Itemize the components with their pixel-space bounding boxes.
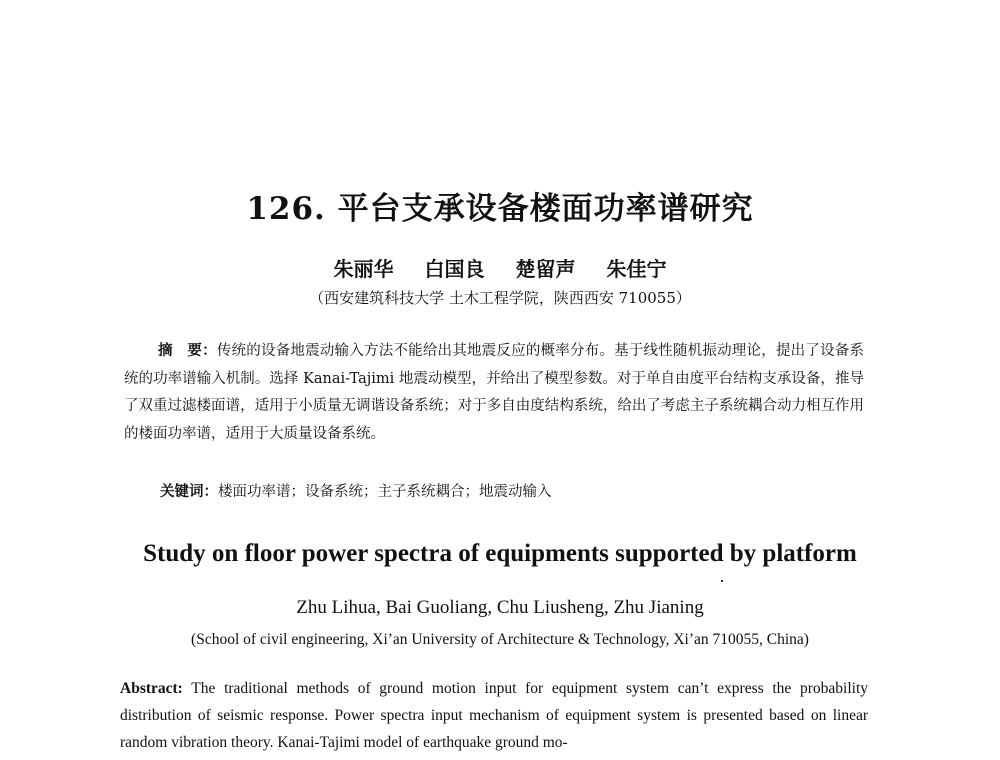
english-abstract-label: Abstract: <box>120 680 183 697</box>
scan-speck <box>721 580 723 582</box>
english-abstract-text: The traditional methods of ground motion input for equipment system can’t express the probability distribution of seismic response. Power spectra input mechanism of equipment system is presented based on linear random vibration theory. Kanai-Tajimi model of earthquake ground mo- <box>120 680 868 751</box>
chinese-title: 126. 平台支承设备楼面功率谱研究 <box>246 191 754 227</box>
author-cn-1: 朱丽华 <box>333 257 394 281</box>
author-cn-4: 朱佳宁 <box>606 257 667 281</box>
author-cn-2: 白国良 <box>424 257 485 281</box>
chinese-keywords-text: 楼面功率谱；设备系统；主子系统耦合；地震动输入 <box>218 484 552 500</box>
chinese-affiliation: （西安建筑科技大学 土木工程学院，陕西西安 710055） <box>309 289 691 307</box>
chinese-abstract <box>124 337 864 448</box>
english-abstract <box>120 675 868 756</box>
chinese-keywords <box>160 480 860 504</box>
chinese-keywords-label: 关键词： <box>160 483 218 500</box>
chinese-authors <box>0 253 1000 282</box>
chinese-abstract-text: 传统的设备地震动输入方法不能给出其地震反应的概率分布。基于线性随机振动理论，提出了设备系统的功率谱输入机制。选择 Kanai-Tajimi 地震动模型，并给出了模型参数。对于单自由度平台结构支承设备，推导了双重过滤楼面谱，适用于小质量无调谐设备系统；对于多自由度结构系统，给出了考虑主子系统耦合动力相互作用的楼面功率谱，适用于大质量设备系统。 <box>124 343 865 442</box>
english-title: Study on floor power spectra of equipments supported by platform <box>143 540 857 567</box>
author-cn-3: 楚留声 <box>515 257 576 281</box>
english-authors: Zhu Lihua, Bai Guoliang, Chu Liusheng, Zhu Jianing <box>296 597 704 618</box>
chinese-abstract-label: 摘 要： <box>158 342 217 359</box>
english-affiliation: (School of civil engineering, Xi’an University of Architecture & Technology, Xi’an 710055, China) <box>191 631 809 648</box>
